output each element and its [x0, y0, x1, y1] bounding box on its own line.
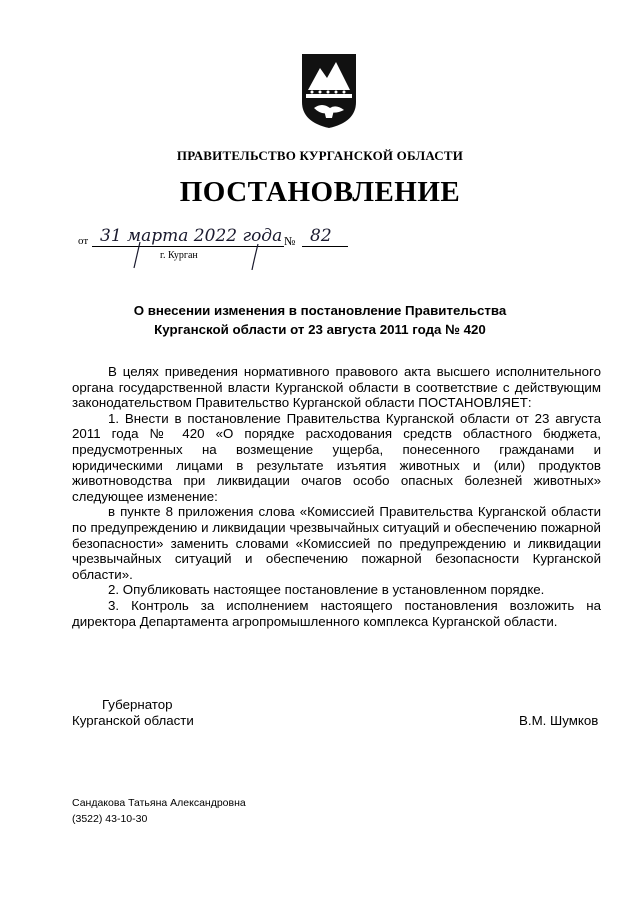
government-name: ПРАВИТЕЛЬСТВО КУРГАНСКОЙ ОБЛАСТИ: [176, 148, 464, 163]
subject-line-1: О внесении изменения в постановление Правительства: [133, 303, 507, 318]
document-subject: [0, 301, 640, 339]
document-type-title: ПОСТАНОВЛЕНИЕ: [179, 176, 461, 208]
item-1-detail-paragraph: в пункте 8 приложения слова «Комиссией Правительства Курганской области по предупреждению и ликвидации чрезвычайных ситуаций и обеспечению пожарной безопасности» заменить словами «Комиссией по предупреждению и ликвидации чрезвычайных ситуаций и обеспечению пожарной безопасности Курганской области».: [72, 504, 601, 582]
signatory-title-line-2: Курганской области: [72, 713, 194, 728]
contact-name: Сандакова Татьяна Александровна: [72, 797, 246, 809]
subject-line-2: Курганской области от 23 августа 2011 года № 420: [154, 322, 486, 337]
number-underline: [302, 246, 348, 247]
item-2-paragraph: 2. Опубликовать настоящее постановление в установленном порядке.: [108, 582, 545, 598]
contact-phone: (3522) 43-10-30: [72, 813, 148, 825]
handwritten-number: 82: [310, 226, 332, 246]
date-number-line: [78, 226, 368, 266]
preamble-paragraph: В целях приведения нормативного правового акта высшего исполнительного органа государственной власти Курганской области в соответствие с действующим законодательством Правительство Курганской области ПОСТАНОВЛЯЕТ:: [72, 364, 601, 411]
contact-info: [72, 795, 246, 827]
kurgan-region-coat-of-arms-icon: [300, 52, 358, 130]
handwriting-strokes: [118, 240, 278, 270]
document-body: [72, 364, 601, 629]
item-1-paragraph: 1. Внести в постановление Правительства Курганской области от 23 августа 2011 года № 420 «О порядке расходования средств областного бюджета, предусмотренных на возмещение ущерба, понесенного гражданами и юридическими лицами в результате изъятия животных и (или) продуктов животноводства при ликвидации очагов особо опасных болезней животных» следующее изменение:: [72, 410, 601, 504]
date-prefix-label: от: [78, 235, 89, 247]
signatory-name: В.М. Шумков: [519, 713, 599, 728]
handwritten-date: 31 марта 2022 года: [100, 226, 283, 246]
number-label: №: [284, 234, 296, 248]
item-3-paragraph: 3. Контроль за исполнением настоящего постановления возложить на директора Департамента агропромышленного комплекса Курганской области.: [72, 597, 601, 629]
signatory-title: [72, 697, 194, 729]
city-label: г. Курган: [160, 250, 198, 261]
signatory-title-line-1: Губернатор: [102, 697, 173, 712]
